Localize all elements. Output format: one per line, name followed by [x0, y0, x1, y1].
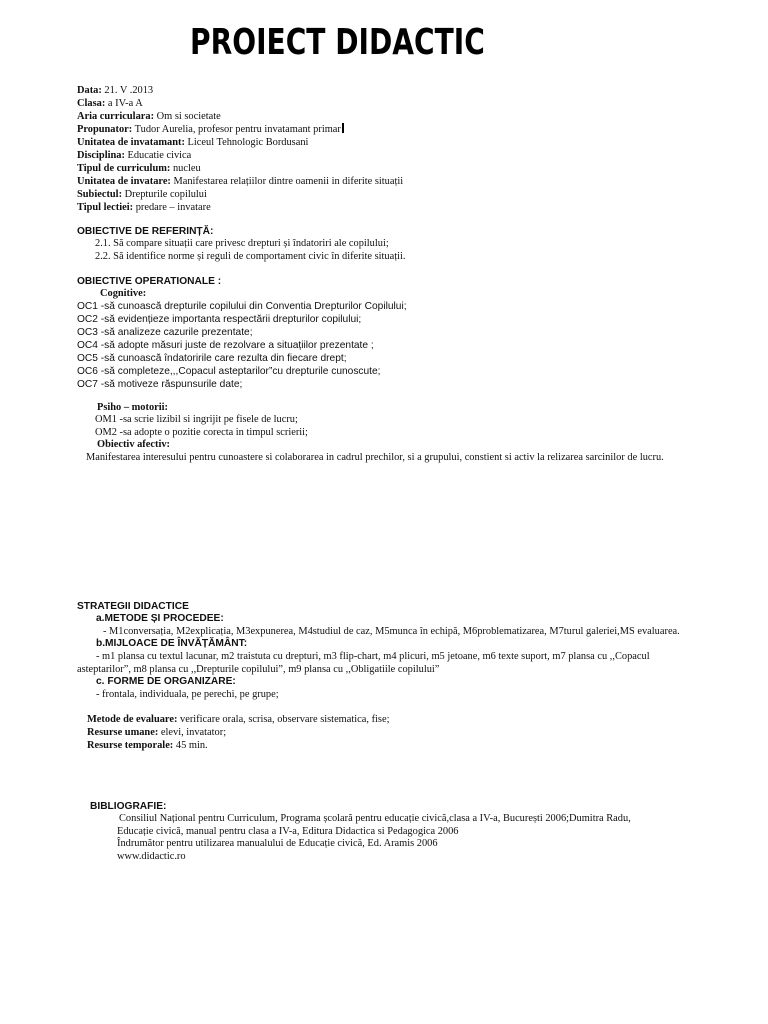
header-row-date: [77, 84, 403, 97]
resurse-block: [87, 713, 389, 752]
bibliografie-line-2: Educație civică, manual pentru clasa a IV-a, Editura Didactica si Pedagogica 2006: [117, 826, 459, 837]
header-value: Educatie civica: [124, 150, 192, 161]
header-label: Clasa:: [77, 98, 106, 109]
header-value: Tudor Aurelia, profesor pentru invatamant primar: [132, 124, 341, 135]
obiective-operationale-heading: OBIECTIVE OPERATIONALE :: [77, 276, 222, 287]
header-row-propunator: [77, 123, 403, 136]
header-value: nucleu: [170, 163, 201, 174]
text-cursor: [342, 123, 344, 133]
metode-heading: a.METODE ȘI PROCEDEE:: [96, 613, 224, 624]
list-item: OC5 -să cunoască îndatoririle care rezulta din fiecare drept;: [77, 353, 347, 364]
bibliografie-line-4: www.didactic.ro: [117, 851, 186, 862]
header-value: Manifestarea relațiilor dintre oamenii in diferite situații: [170, 176, 404, 187]
list-item: OC6 -să completeze,,,Copacul asteptarilor”cu drepturile cunoscute;: [77, 366, 381, 377]
header-value: a IV-a A: [105, 98, 143, 109]
metode-text: - M1conversația, M2explicația, M3expunerea, M4studiul de caz, M5munca în echipă, M6problematizarea, M7turul galeriei,MS evaluarea.: [103, 626, 680, 637]
list-item: OC7 -să motiveze răspunsurile date;: [77, 379, 243, 390]
obiective-referinta-list: [95, 237, 405, 263]
header-value: Om si societate: [154, 111, 221, 122]
cognitive-list: [77, 300, 407, 391]
list-item: OC2 -să evidențieze importanta respectării drepturilor copilului;: [77, 314, 362, 325]
psiho-heading: Psiho – motorii:: [97, 402, 168, 413]
header-value: Liceul Tehnologic Bordusani: [184, 137, 309, 148]
header-row-unitate: [77, 136, 403, 149]
list-item: OM2 -sa adopte o pozitie corecta in timpul scrierii;: [95, 427, 308, 438]
header-value: 21. V .2013: [101, 85, 154, 96]
mijloace-heading: b.MIJLOACE DE ÎNVĂȚĂMÂNT:: [96, 638, 248, 649]
list-item: OC3 -să analizeze cazurile prezentate;: [77, 327, 253, 338]
mijloace-line: - m1 plansa cu textul lacunar, m2 traistuta cu drepturi, m3 flip-chart, m4 plicuri, m5 jetoane, m6 texte suport, m7 plansa cu ,,Copacul: [96, 651, 650, 662]
list-item: OC1 -să cunoască drepturile copilului din Conventia Drepturilor Copilului;: [77, 301, 407, 312]
forme-heading: c. FORME DE ORGANIZARE:: [96, 676, 236, 687]
header-label: Tipul de curriculum:: [77, 163, 171, 174]
afectiv-heading: Obiectiv afectiv:: [97, 439, 170, 450]
mijloace-line: asteptarilor”, m8 plansa cu ,,Drepturile copilului”, m9 plansa cu ,,Obligatiile copilului”: [77, 664, 440, 675]
forme-text: - frontala, individuala, pe perechi, pe grupe;: [96, 689, 279, 700]
header-value: predare – invatare: [133, 202, 211, 213]
strategii-heading: STRATEGII DIDACTICE: [77, 601, 189, 612]
header-row-aria: [77, 110, 403, 123]
header-row-disciplina: [77, 149, 403, 162]
afectiv-text: Manifestarea interesului pentru cunoastere si colaborarea in cadrul prechilor, si a grupului, constient si activ la relizarea sarcinilor de lucru.: [86, 452, 664, 463]
header-label: Aria curriculara:: [77, 111, 155, 122]
header-label: Tipul lectiei:: [77, 202, 134, 213]
list-item: OM1 -sa scrie lizibil si ingrijit pe fisele de lucru;: [95, 414, 298, 425]
header-label: Unitatea de invatare:: [77, 176, 171, 187]
header-row-unitate-invatare: [77, 175, 403, 188]
header-row-subiect: [77, 188, 403, 201]
bibliografie-line-1: Consiliul Național pentru Curriculum, Programa școlară pentru educație civică,clasa a IV-a, București 2006;Dumitra Radu,: [119, 813, 631, 824]
resurse-row: Resurse temporale: 45 min.: [87, 740, 208, 751]
header-row-class: [77, 97, 403, 110]
bibliografie-heading: BIBLIOGRAFIE:: [90, 801, 167, 812]
header-label: Unitatea de invatamant:: [77, 137, 185, 148]
resurse-row: Resurse umane: elevi, invatator;: [87, 727, 227, 738]
header-value: Drepturile copilului: [122, 189, 207, 200]
header-label: Data:: [77, 85, 102, 96]
resurse-row: Metode de evaluare: verificare orala, scrisa, observare sistematica, fise;: [87, 714, 390, 725]
header-info: [77, 84, 403, 214]
cognitive-heading: Cognitive:: [100, 288, 147, 299]
header-label: Propunator:: [77, 124, 133, 135]
page-title: PROIECT DIDACTIC: [190, 22, 485, 63]
header-label: Subiectul:: [77, 189, 123, 200]
header-row-tip-lectie: [77, 201, 403, 214]
obiective-referinta-heading: OBIECTIVE DE REFERINȚĂ:: [77, 226, 214, 237]
bibliografie-line-3: Îndrumător pentru utilizarea manualului de Educație civică, Ed. Aramis 2006: [117, 838, 438, 849]
list-item: 2.1. Să compare situații care privesc drepturi și îndatoriri ale copilului;: [95, 238, 389, 249]
list-item: 2.2. Să identifice norme și reguli de comportament civic în diferite situații.: [95, 251, 406, 262]
header-label: Disciplina:: [77, 150, 125, 161]
header-row-curriculum: [77, 162, 403, 175]
mijloace-text: [96, 650, 650, 663]
psiho-list: [95, 413, 308, 439]
list-item: OC4 -să adopte măsuri juste de rezolvare a situațiilor prezentate ;: [77, 340, 374, 351]
